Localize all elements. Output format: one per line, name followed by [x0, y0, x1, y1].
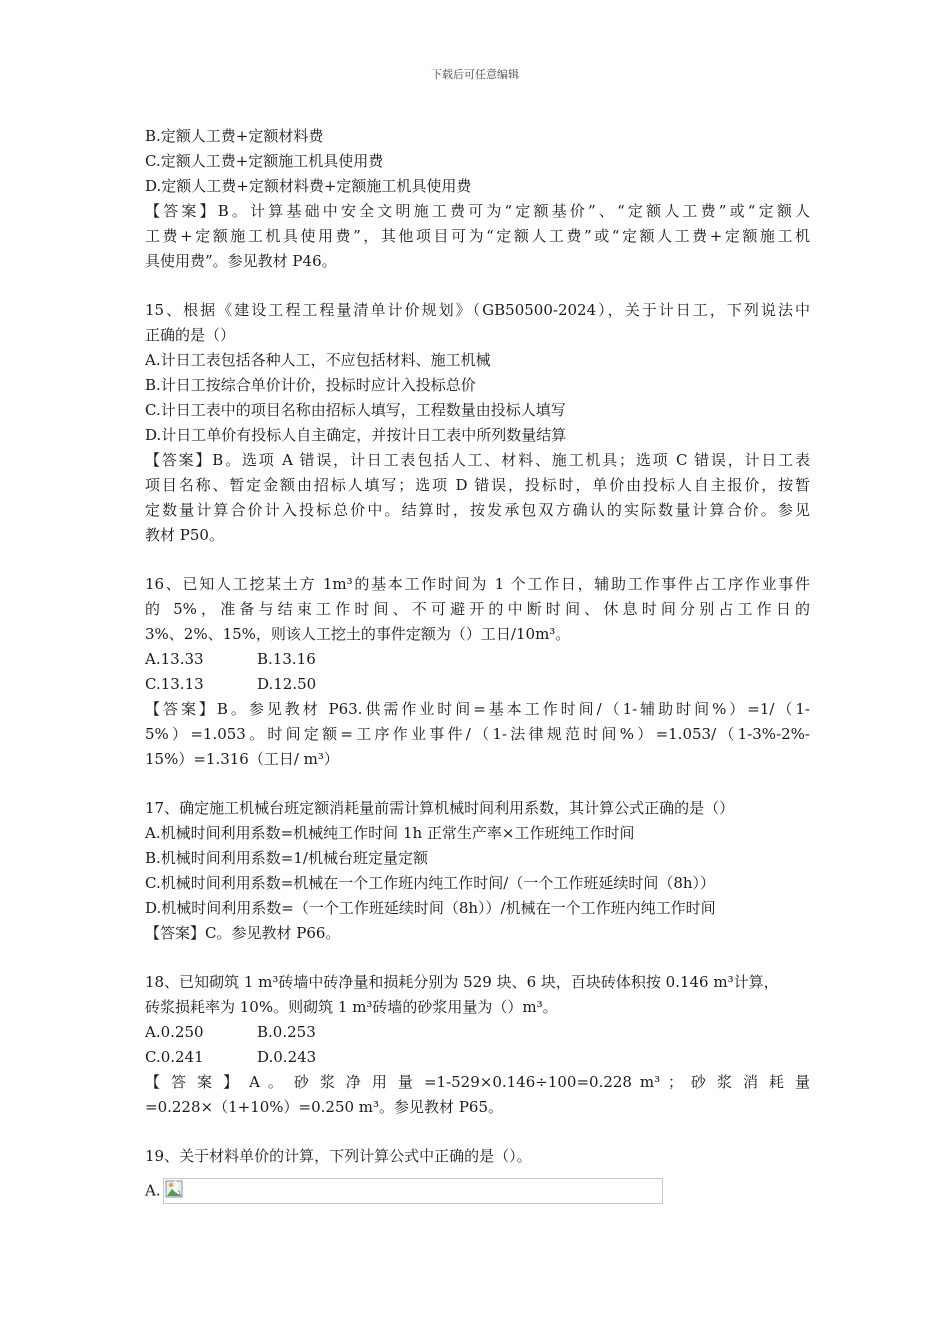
- text-line: 5%）=1.053。时间定额=工序作业事件/（1-法律规范时间%）=1.053/（1-3%-2%-: [145, 725, 810, 743]
- paragraph-gap: [145, 274, 810, 298]
- text-line: A.计日工表包括各种人工，不应包括材料、施工机械: [145, 351, 491, 369]
- text-line: 18、已知砌筑 1 m³砖墙中砖净量和损耗分别为 529 块、6 块，百块砖体积按 0.146 m³计算，: [145, 973, 779, 991]
- text-line: 的 5%，准备与结束工作时间、不可避开的中断时间、休息时间分别占工作日的: [145, 600, 810, 618]
- text-line: 【 答 案 】 A 。 砂 浆 净 用 量 =1-529×0.146÷100=0.228 m³ ； 砂 浆 消 耗 量: [145, 1073, 810, 1091]
- text-line: 15%）=1.316（工日/ m³）: [145, 750, 339, 768]
- text-line: C.定额人工费+定额施工机具使用费: [145, 152, 384, 170]
- text-line: B.机械时间利用系数=1/机械台班定量定额: [145, 849, 428, 867]
- option-a-label: A.: [145, 1181, 161, 1200]
- text-line: A.机械时间利用系数=机械纯工作时间 1h 正常生产率×工作班纯工作时间: [145, 824, 635, 842]
- text-line: B.计日工按综合单价计价，投标时应计入投标总价: [145, 376, 476, 394]
- text-line: 【答案】C。参见教材 P66。: [145, 924, 341, 942]
- text-line: 定数量计算合价计入投标总价中。结算时，按发承包双方确认的实际数量计算合价。参见: [145, 501, 810, 519]
- answer-option: C.13.13: [145, 675, 204, 693]
- paragraph-gap: [145, 548, 810, 572]
- text-line: [145, 647, 810, 672]
- text-line: 【答案】B。参见教材 P63.供需作业时间=基本工作时间/（1-辅助时间%）=1/（1-: [145, 700, 810, 718]
- answer-option: A.13.33: [145, 650, 204, 668]
- text-line: 16、已知人工挖某土方 1m³的基本工作时间为 1 个工作日，辅助工作事件占工序作业事件: [145, 575, 810, 593]
- text-line: 19、关于材料单价的计算，下列计算公式中正确的是（）。: [145, 1147, 532, 1165]
- text-line: [145, 1020, 810, 1045]
- text-line: 具使用费”。参见教材 P46。: [145, 252, 337, 270]
- page-header: 下载后可任意编辑: [431, 68, 519, 81]
- answer-option: B.13.16: [257, 650, 316, 668]
- document-body: [145, 124, 810, 1169]
- text-line: 砖浆损耗率为 10%。则砌筑 1 m³砖墙的砂浆用量为（）m³。: [145, 998, 558, 1016]
- answer-option: C.0.241: [145, 1048, 204, 1066]
- paragraph-gap: [145, 1120, 810, 1144]
- text-line: B.定额人工费+定额材料费: [145, 127, 324, 145]
- formula-image-placeholder: [163, 1178, 663, 1204]
- text-line: 17、确定施工机械台班定额消耗量前需计算机械时间利用系数，其计算公式正确的是（）: [145, 799, 735, 817]
- answer-option: D.0.243: [257, 1048, 317, 1066]
- text-line: [145, 1045, 810, 1070]
- text-line: [145, 672, 810, 697]
- text-line: 工费+定额施工机具使用费”，其他项目可为“定额人工费”或“定额人工费+定额施工机: [145, 227, 810, 245]
- text-line: D.定额人工费+定额材料费+定额施工机具使用费: [145, 177, 472, 195]
- answer-option: D.12.50: [257, 675, 317, 693]
- paragraph-gap: [145, 946, 810, 970]
- text-line: C.机械时间利用系数=机械在一个工作班内纯工作时间/（一个工作班延续时间（8h））: [145, 874, 716, 892]
- text-line: D.计日工单价有投标人自主确定，并按计日工表中所列数量结算: [145, 426, 567, 444]
- text-line: 3%、2%、15%，则该人工挖土的事件定额为（）工日/10m³。: [145, 625, 571, 643]
- text-line: 教材 P50。: [145, 526, 224, 544]
- text-line: 正确的是（）: [145, 326, 236, 344]
- paragraph-gap: [145, 772, 810, 796]
- text-line: 项目名称、暂定金额由招标人填写；选项 D 错误，投标时，单价由投标人自主报价，按暂: [145, 476, 810, 494]
- text-line: 【答案】B。选项 A 错误，计日工表包括人工、材料、施工机具；选项 C 错误，计日工表: [145, 451, 810, 469]
- text-line: 15、根据《建设工程工程量清单计价规划》（GB50500-2024），关于计日工，下列说法中: [145, 301, 810, 319]
- text-line: 【答案】B。计算基础中安全文明施工费可为“定额基价”、“定额人工费”或“定额人: [145, 202, 810, 220]
- text-line: =0.228×（1+10%）=0.250 m³。参见教材 P65。: [145, 1098, 503, 1116]
- answer-option: B.0.253: [257, 1023, 316, 1041]
- text-line: C.计日工表中的项目名称由招标人填写，工程数量由投标人填写: [145, 401, 566, 419]
- question-19-option-a: [145, 1178, 663, 1204]
- broken-image-icon: [165, 1180, 183, 1198]
- text-line: D.机械时间利用系数=（一个工作班延续时间（8h））/机械在一个工作班内纯工作时间: [145, 899, 716, 917]
- answer-option: A.0.250: [145, 1023, 204, 1041]
